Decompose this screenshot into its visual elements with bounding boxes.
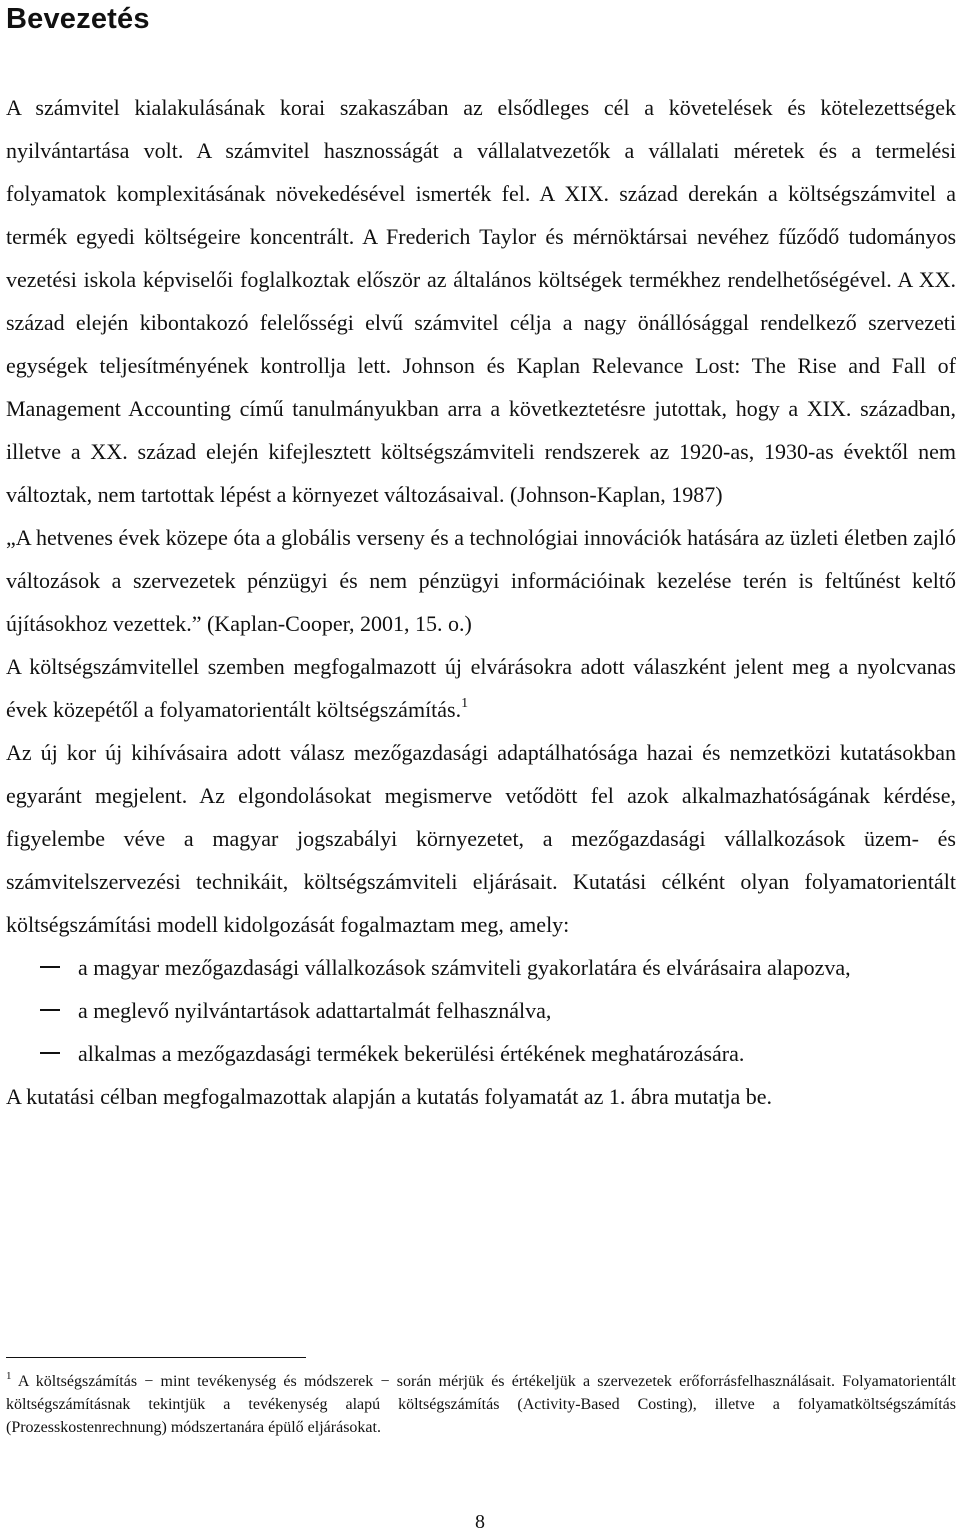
paragraph-history: A számvitel kialakulásának korai szakaszában az elsődleges cél a követelések és kötelezettségek nyilvántartása volt. A számvitel hasznosságát a vállalatvezetők a vállalati méretek és a termelési folyamatok komplexitásának növekedésével ismerték fel. A XIX. század derekán a költségszámvitel a termék egyedi költségeire koncentrált. A Frederich Taylor és mérnöktársai nevéhez fűződő tudományos vezetési iskola képviselői foglalkoztak először az általános költségek termékhez rendelhetőségével. A XX. század elején kibontakozó felelősségi elvű számvitel célja a nagy önállósággal rendelkező szervezeti egységek teljesítményének kontrollja lett. Johnson és Kaplan Relevance Lost: The Rise and Fall of Management Accounting című tanulmányukban arra a következtetésre jutottak, hogy a XIX. században, illetve a XX. század elején kifejlesztett költségszámviteli rendszerek az 1920-as, 1930-as évektől nem változtak, nem tartottak lépést a környezet változásaival. (Johnson-Kaplan, 1987)	[6, 95, 956, 507]
list-item	[6, 989, 956, 1032]
footnote-reference[interactable]: 1	[461, 696, 469, 711]
list-item	[6, 1032, 956, 1075]
list-item	[6, 946, 956, 989]
dash-bullet-icon	[40, 1009, 60, 1011]
footnote-divider	[6, 1357, 306, 1358]
list-item-text: alkalmas a mezőgazdasági termékek bekerülési értékének meghatározására.	[78, 1041, 745, 1066]
list-item-text: a magyar mezőgazdasági vállalkozások számviteli gyakorlatára és elvárásaira alapozva,	[78, 955, 851, 980]
paragraph-closing: A kutatási célban megfogalmazottak alapján a kutatás folyamatát az 1. ábra mutatja be.	[6, 1084, 773, 1109]
dash-bullet-icon	[40, 1052, 60, 1054]
body-text	[6, 86, 956, 1118]
footnote-marker: 1	[6, 1370, 12, 1382]
list-item-text: a meglevő nyilvántartások adattartalmát felhasználva,	[78, 998, 552, 1023]
footnote	[6, 1370, 956, 1439]
section-heading: Bevezetés	[6, 3, 150, 35]
paragraph-process-costing	[6, 645, 956, 731]
paragraph-research-goal: Az új kor új kihívásaira adott válasz mezőgazdasági adaptálhatósága hazai és nemzetközi kutatásokban egyaránt megjelent. Az elgondolásokat megismerve vetődött fel azok alkalmazhatóságának kérdése, figyelembe véve a magyar jogszabályi környezetet, a mezőgazdasági vállalkozások üzem- és számvitelszervezési technikáit, költségszámviteli eljárásait. Kutatási célként olyan folyamatorientált költségszámítási modell kidolgozását fogalmaztam meg, amely:	[6, 740, 956, 937]
page-number: 8	[475, 1511, 485, 1533]
dash-bullet-icon	[40, 966, 60, 968]
goal-list	[6, 946, 956, 1075]
paragraph-quote: „A hetvenes évek közepe óta a globális verseny és a technológiai innovációk hatására az üzleti életben zajló változások a szervezetek pénzügyi és nem pénzügyi információinak kezelése terén is feltűnést keltő újításokhoz vezettek.” (Kaplan-Cooper, 2001, 15. o.)	[6, 525, 956, 636]
footnote-text: A költségszámítás − mint tevékenység és módszerek − során mérjük és értékeljük a szervezetek erőforrásfelhasználásait. Folyamatorientált költségszámításnak tekintjük a tevékenység alapú költségszámítás (Activity-Based Costing), illetve a folyamatköltségszámítás (Prozesskostenrechnung) módszertanára épülő eljárásokat.	[6, 1373, 956, 1436]
paragraph-process-costing-text: A költségszámvitellel szemben megfogalmazott új elvárásokra adott válaszként jelent meg a nyolcvanas évek közepétől a folyamatorientált költségszámítás.	[6, 654, 956, 722]
document-page	[6, 0, 956, 1118]
